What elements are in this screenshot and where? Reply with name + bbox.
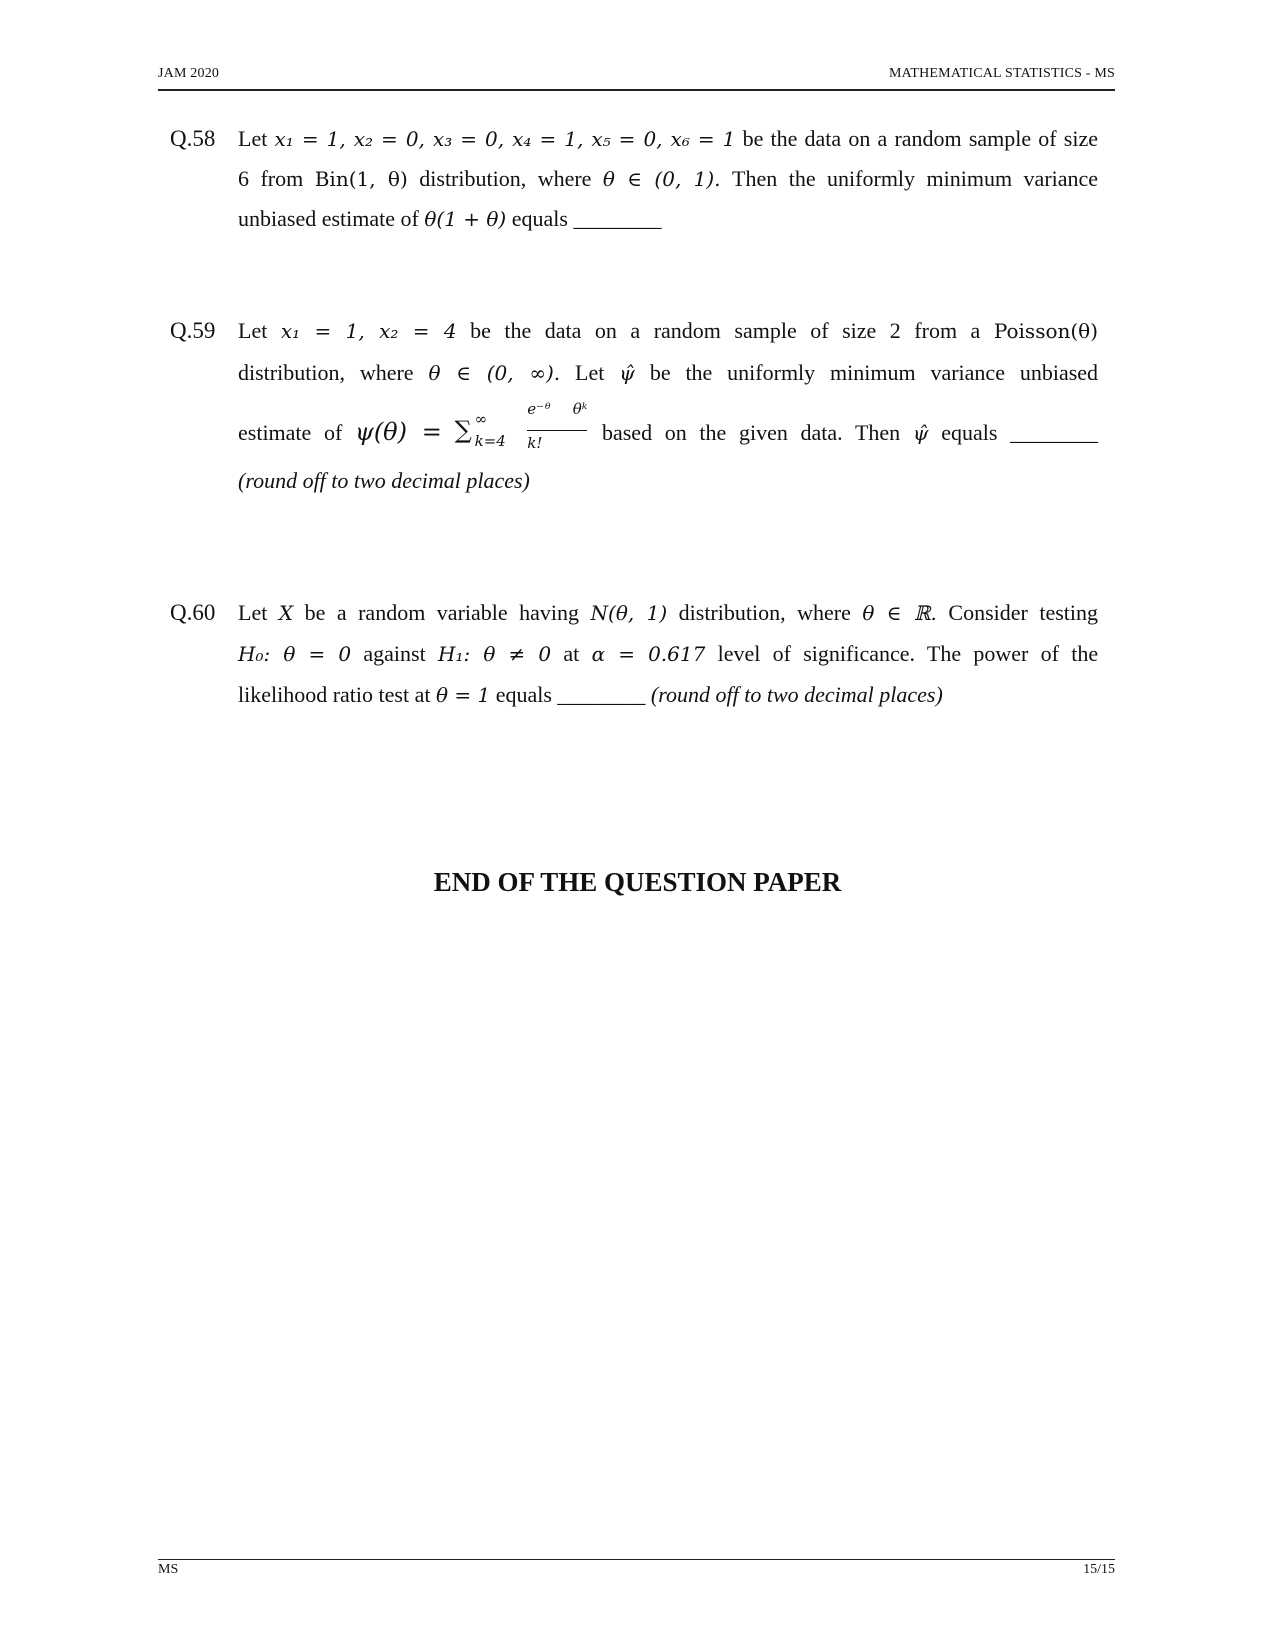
question-text: be the uniformly minimum variance unbiased	[649, 360, 1099, 385]
answer-blank: equals ________	[941, 420, 1099, 445]
summation-upper-limit: ∞	[474, 409, 488, 428]
math-expression: ψ̂	[912, 421, 929, 445]
fraction-numerator: e⁻ᶿ θᵏ	[527, 399, 588, 418]
question-text: be the data on a random sample of size 2 from a	[470, 318, 981, 343]
question-line	[238, 600, 1098, 630]
question-text: likelihood ratio test at	[238, 682, 431, 707]
header-left: JAM 2020	[158, 66, 220, 81]
question-line	[238, 318, 1098, 348]
math-expression: α = 0.617	[591, 642, 706, 666]
question-number: Q.58	[170, 126, 216, 151]
math-expression: H₀: θ = 0	[238, 642, 352, 666]
math-expression: θ ∈ ℝ.	[862, 601, 937, 625]
question-number: Q.59	[170, 318, 216, 343]
question-number: Q.60	[170, 600, 216, 625]
question-text: estimate of	[238, 420, 343, 445]
question-text: unbiased estimate of	[238, 206, 419, 231]
summation-lower-limit: k=4	[474, 431, 506, 450]
footer-rule	[158, 1559, 1115, 1560]
question-line	[238, 166, 1098, 196]
summation-sign: ∑	[454, 415, 472, 444]
math-expression: x₁ = 1, x₂ = 4	[280, 319, 457, 343]
math-expression: Bin(1, θ)	[314, 167, 408, 191]
question-text: at	[563, 641, 580, 666]
math-expression: N(θ, 1)	[590, 601, 668, 625]
question-line	[238, 399, 1099, 452]
question-text: Let	[238, 600, 268, 625]
page-number: 15/15	[1083, 1562, 1115, 1577]
header-right: MATHEMATICAL STATISTICS - MS	[888, 66, 1115, 81]
question-text: based on the given data. Then	[601, 420, 901, 445]
fraction	[525, 399, 589, 452]
question-text: be the data on a random sample of size	[742, 126, 1098, 151]
answer-blank: equals ________	[495, 682, 646, 707]
end-title: END OF THE QUESTION PAPER	[433, 867, 842, 897]
question-text: 6 from	[238, 166, 304, 191]
question-text: distribution, where	[678, 600, 851, 625]
question-text: Let	[238, 126, 268, 151]
fraction-bar	[527, 430, 587, 431]
math-expression: H₁: θ ≠ 0	[438, 642, 552, 666]
question-text: Consider testing	[948, 600, 1098, 625]
math-expression: Poisson(θ)	[993, 319, 1099, 343]
math-expression: θ(1 + θ)	[424, 207, 507, 231]
question-text: distribution, where	[419, 166, 592, 191]
question-text: Let	[575, 360, 605, 385]
question-text: be a random variable having	[304, 600, 580, 625]
math-expression: ψ̂	[619, 361, 635, 385]
question-text: Then the uniformly minimum variance	[732, 166, 1099, 191]
answer-blank: equals ________	[511, 206, 662, 231]
math-expression: ψ(θ) =	[355, 418, 442, 446]
header-rule	[158, 89, 1115, 91]
question-line	[238, 126, 1098, 156]
question-line	[238, 641, 1098, 671]
math-expression: θ ∈ (0, 1).	[602, 167, 721, 191]
question-text: Let	[238, 318, 268, 343]
question-text: against	[363, 641, 426, 666]
math-expression: θ = 1	[435, 683, 491, 707]
question-line	[238, 206, 661, 236]
math-expression: θ ∈ (0, ∞).	[428, 361, 561, 385]
question-line	[238, 360, 1098, 390]
math-expression: x₁ = 1, x₂ = 0, x₃ = 0, x₄ = 1, x₅ = 0, x₆ = 1	[274, 127, 736, 151]
summation	[454, 409, 513, 450]
math-expression: X	[278, 601, 294, 625]
question-text: distribution, where	[238, 360, 414, 385]
rounding-note: (round off to two decimal places)	[238, 468, 530, 493]
question-line	[238, 682, 943, 712]
rounding-note: (round off to two decimal places)	[650, 682, 943, 707]
question-text: level of significance. The power of the	[717, 641, 1099, 666]
fraction-denominator: k!	[527, 433, 543, 452]
footer-left: MS	[158, 1562, 179, 1577]
